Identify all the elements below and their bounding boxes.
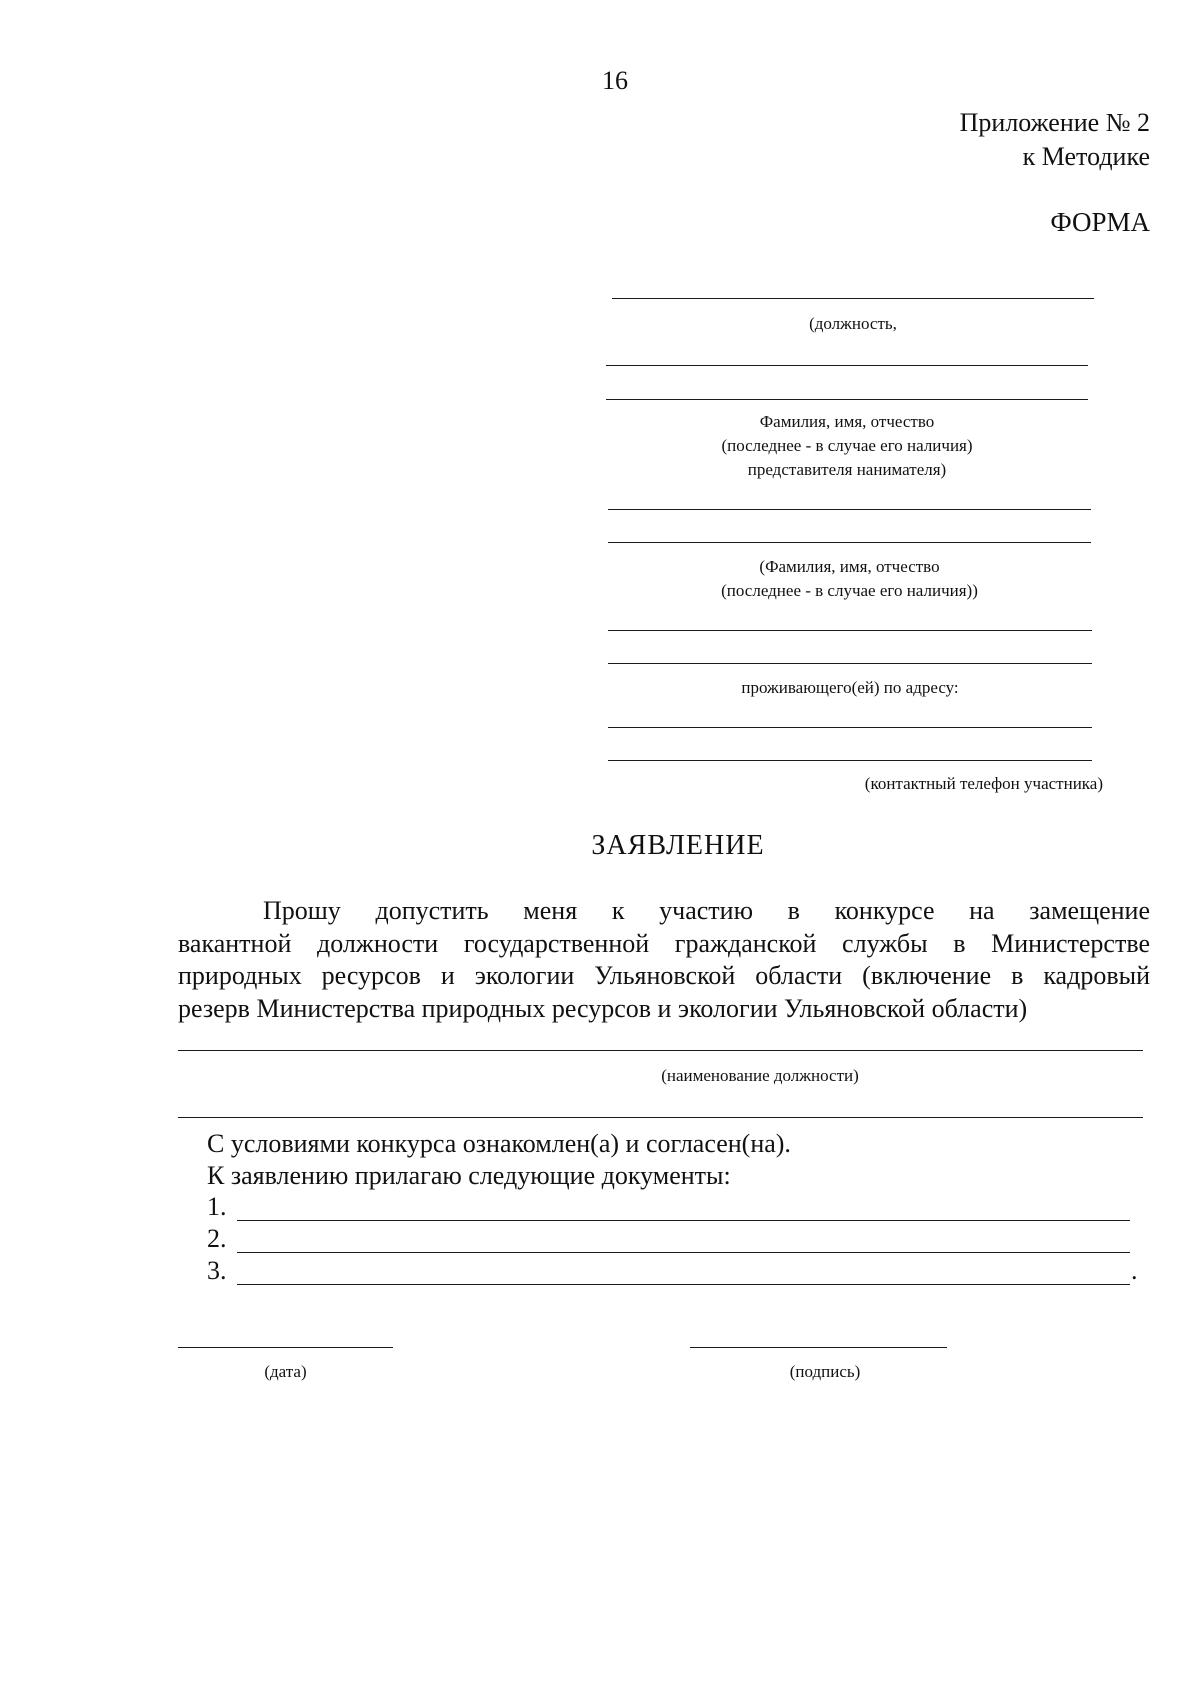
conditions-block bbox=[207, 1128, 1107, 1192]
address-field-line-1 bbox=[608, 630, 1092, 631]
form-label: ФОРМА bbox=[1050, 207, 1150, 237]
attachment-row bbox=[207, 1192, 1137, 1224]
attachment-line bbox=[237, 1252, 1130, 1253]
position-name-line bbox=[178, 1050, 1143, 1051]
employer-caption-line-1: Фамилия, имя, отчество bbox=[759, 412, 935, 431]
position-caption: (должность, bbox=[809, 314, 897, 333]
applicant-field-line-1 bbox=[608, 509, 1091, 510]
address-caption: проживающего(ей) по адресу: bbox=[741, 678, 959, 697]
document-title: ЗАЯВЛЕНИЕ bbox=[591, 830, 765, 861]
applicant-caption-line-2: (последнее - в случае его наличия)) bbox=[721, 581, 978, 600]
signature-line bbox=[690, 1347, 947, 1348]
body-line-3: природных ресурсов и экологии Ульяновской области (включение в кадровый bbox=[178, 961, 1150, 990]
appendix-line-2: к Методике bbox=[1022, 142, 1150, 171]
appendix-reference bbox=[820, 106, 1150, 174]
body-line-2: вакантной должности государственной гражданской службы в Министерстве bbox=[178, 928, 1150, 958]
page-number: 16 bbox=[602, 66, 628, 95]
attachment-end: . bbox=[1131, 1256, 1138, 1285]
employer-caption-line-2: (последнее - в случае его наличия) bbox=[721, 436, 973, 455]
attachment-row bbox=[207, 1256, 1137, 1288]
signature-caption: (подпись) bbox=[789, 1362, 861, 1381]
applicant-caption bbox=[608, 555, 1091, 603]
appendix-line-1: Приложение № 2 bbox=[959, 108, 1150, 137]
position-name-line-2 bbox=[178, 1117, 1143, 1118]
employer-caption-line-3: представителя нанимателя) bbox=[747, 460, 947, 479]
body-line-1: Прошу допустить меня к участию в конкурсе на замещение bbox=[263, 896, 1150, 925]
phone-caption: (контактный телефон участника) bbox=[864, 774, 1103, 793]
attachments-intro: К заявлению прилагаю следующие документы: bbox=[207, 1161, 731, 1190]
position-name-caption: (наименование должности) bbox=[661, 1066, 859, 1085]
employer-field-line-2 bbox=[606, 399, 1088, 400]
applicant-caption-line-1: (Фамилия, имя, отчество bbox=[759, 557, 940, 576]
date-caption: (дата) bbox=[264, 1362, 307, 1381]
applicant-field-line-2 bbox=[608, 542, 1091, 543]
employer-caption bbox=[606, 410, 1088, 482]
attachment-number: 2. bbox=[207, 1224, 227, 1253]
date-line bbox=[178, 1347, 393, 1348]
position-field-line bbox=[612, 298, 1094, 299]
employer-field-line-1 bbox=[606, 365, 1088, 366]
conditions-text: С условиями конкурса ознакомлен(а) и согласен(на). bbox=[207, 1129, 791, 1158]
attachment-line bbox=[237, 1220, 1130, 1221]
body-line-4: резерв Министерства природных ресурсов и экологии Ульяновской области) bbox=[178, 993, 1028, 1023]
attachment-row bbox=[207, 1224, 1137, 1256]
attachment-number: 3. bbox=[207, 1256, 227, 1285]
address-field-line-2 bbox=[608, 663, 1092, 664]
attachment-number: 1. bbox=[207, 1192, 227, 1221]
application-body bbox=[178, 895, 1150, 1025]
address-field-line-3 bbox=[608, 727, 1092, 728]
attachment-line bbox=[237, 1284, 1130, 1285]
phone-field-line bbox=[608, 760, 1092, 761]
